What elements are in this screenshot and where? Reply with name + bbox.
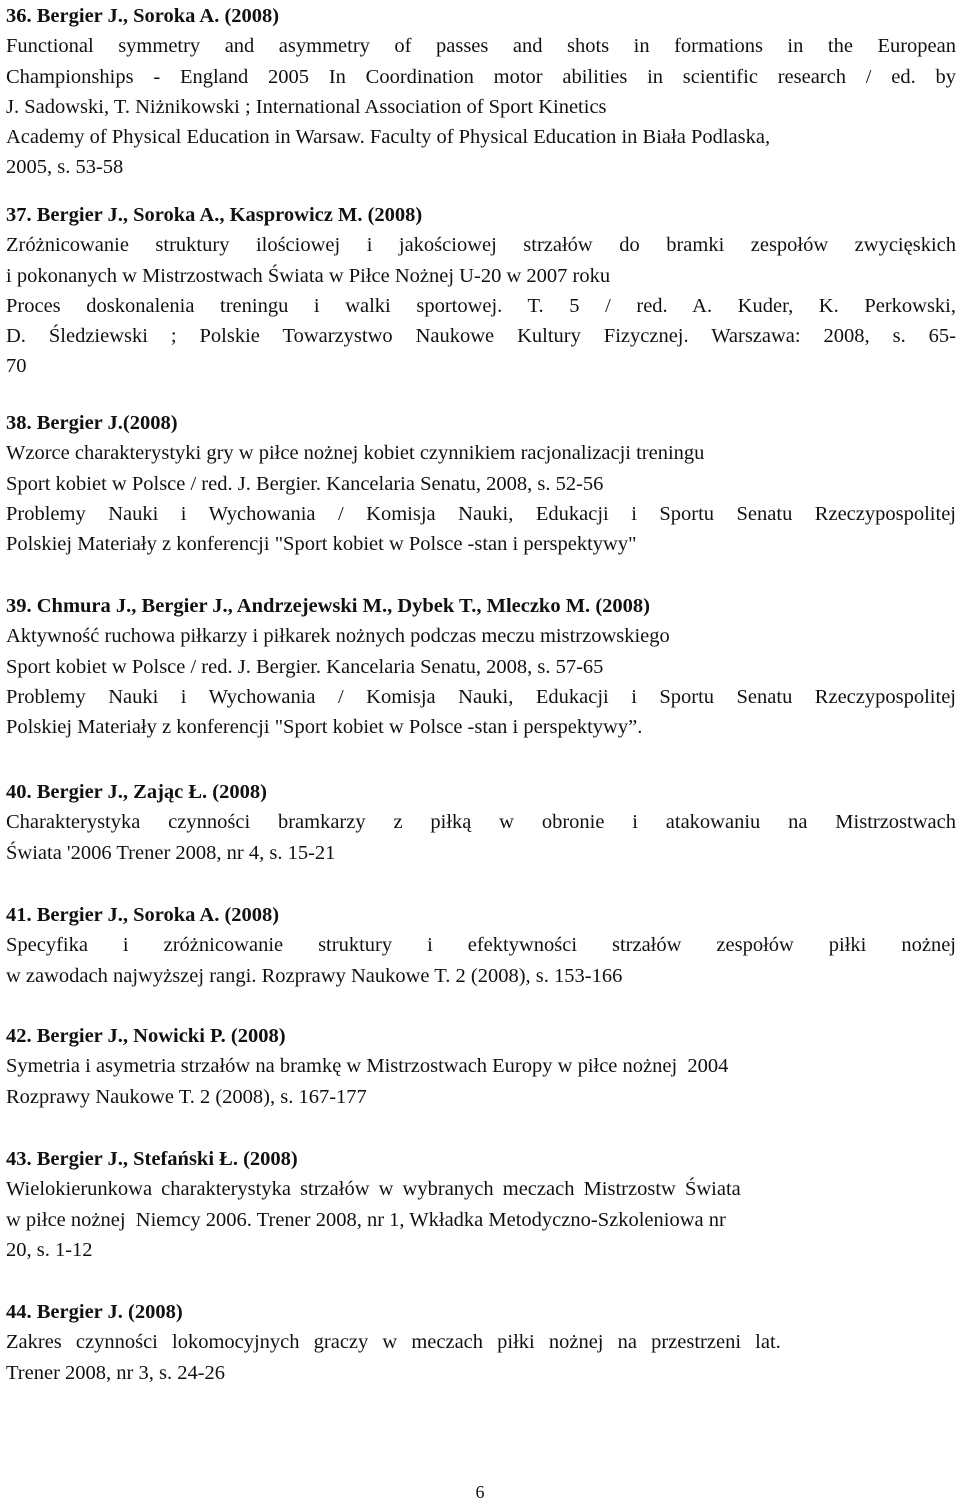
entry-year: (2008) [128, 1301, 183, 1323]
entry-line: Sport kobiet w Polsce / red. J. Bergier. Kancelaria Senatu, 2008, s. 57-65 [6, 655, 604, 678]
entry-heading [6, 1, 956, 31]
entry-authors: Chmura J., Bergier J., Andrzejewski M., Dybek T., Mleczko M. [36, 595, 591, 617]
entry-authors: Bergier J., Nowicki P. [36, 1025, 226, 1047]
entry-authors: Bergier J., Zając Ł. [36, 781, 208, 803]
entry-year: (2008) [230, 1025, 286, 1047]
entry-line: i pokonanych w Mistrzostwach Świata w Piłce Nożnej U-20 w 2007 roku [6, 264, 611, 287]
bibliography-entry-37 [6, 200, 956, 382]
entry-line: Świata '2006 Trener 2008, nr 4, s. 15-21 [6, 841, 336, 864]
entry-authors: Bergier J., Soroka A., Kasprowicz M. [36, 204, 363, 226]
bibliography-entry-41 [6, 900, 956, 991]
entry-number: 38. [6, 412, 32, 434]
bibliography-entry-43 [6, 1144, 956, 1265]
entry-year: (2008) [122, 412, 178, 434]
entry-authors: Bergier J., Soroka A. [36, 5, 220, 27]
entry-heading [6, 200, 956, 230]
entry-heading [6, 408, 956, 438]
entry-heading [6, 900, 956, 930]
entry-authors: Bergier J. [36, 1301, 123, 1323]
entry-line: 70 [6, 355, 27, 378]
entry-line: D. Śledziewski ; Polskie Towarzystwo Naukowe Kultury Fizycznej. Warszawa: 2008, s. 65- [6, 325, 956, 348]
entry-line: J. Sadowski, T. Niżnikowski ; International Association of Sport Kinetics [6, 95, 607, 118]
entry-line: w zawodach najwyższej rangi. Rozprawy Naukowe T. 2 (2008), s. 153-166 [6, 964, 623, 987]
entry-line: Specyfika i zróżnicowanie struktury i efektywności strzałów zespołów piłki nożnej [6, 934, 956, 957]
entry-year: (2008) [224, 5, 280, 27]
entry-number: 41. [6, 904, 32, 926]
entry-number: 36. [6, 5, 32, 27]
entry-line: Zróżnicowanie struktury ilościowej i jakościowej strzałów do bramki zespołów zwycięskich [6, 234, 956, 257]
entry-heading [6, 1297, 956, 1327]
entry-heading [6, 1144, 956, 1174]
entry-number: 40. [6, 781, 32, 803]
bibliography-entry-42 [6, 1021, 956, 1112]
entry-heading [6, 591, 956, 621]
bibliography-entry-39 [6, 591, 956, 742]
entry-line: Polskiej Materiały z konferencji "Sport kobiet w Polsce -stan i perspektywy" [6, 533, 637, 556]
entry-line: Championships - England 2005 In Coordination motor abilities in scientific research / ed. by [6, 65, 956, 88]
entry-line: Problemy Nauki i Wychowania / Komisja Nauki, Edukacji i Sportu Senatu Rzeczypospolitej [6, 685, 956, 708]
entry-line: 2005, s. 53-58 [6, 156, 124, 179]
entry-line: Functional symmetry and asymmetry of passes and shots in formations in the European [6, 35, 956, 58]
entry-line: w piłce nożnej Niemcy 2006. Trener 2008, nr 1, Wkładka Metodyczno-Szkoleniowa nr [6, 1208, 726, 1231]
bibliography-entry-44 [6, 1297, 956, 1388]
entry-line: Rozprawy Naukowe T. 2 (2008), s. 167-177 [6, 1085, 367, 1108]
bibliography-entry-36 [6, 1, 956, 183]
entry-year: (2008) [243, 1148, 298, 1170]
entry-line: 20, s. 1-12 [6, 1238, 93, 1261]
entry-authors: Bergier J., Soroka A. [36, 904, 220, 926]
entry-line: Zakres czynności lokomocyjnych graczy w meczach piłki nożnej na przestrzeni lat. [6, 1331, 781, 1354]
entry-number: 42. [6, 1025, 32, 1047]
entry-line: Wzorce charakterystyki gry w piłce nożnej kobiet czynnikiem racjonalizacji treningu [6, 442, 705, 465]
entry-year: (2008) [595, 595, 650, 617]
entry-heading [6, 1021, 956, 1051]
entry-line: Academy of Physical Education in Warsaw. Faculty of Physical Education in Biała Podlaska, [6, 126, 771, 149]
entry-year: (2008) [367, 204, 423, 226]
entry-line: Trener 2008, nr 3, s. 24-26 [6, 1361, 226, 1384]
entry-line: Proces doskonalenia treningu i walki sportowej. T. 5 / red. A. Kuder, K. Perkowski, [6, 294, 956, 317]
entry-line: Problemy Nauki i Wychowania / Komisja Nauki, Edukacji i Sportu Senatu Rzeczypospolitej [6, 502, 956, 525]
entry-line: Aktywność ruchowa piłkarzy i piłkarek nożnych podczas meczu mistrzowskiego [6, 625, 670, 648]
entry-number: 39. [6, 595, 32, 617]
entry-year: (2008) [224, 904, 280, 926]
entry-year: (2008) [212, 781, 267, 803]
entry-line: Charakterystyka czynności bramkarzy z piłką w obronie i atakowaniu na Mistrzostwach [6, 811, 956, 834]
entry-line: Symetria i asymetria strzałów na bramkę w Mistrzostwach Europy w piłce nożnej 2004 [6, 1055, 729, 1078]
bibliography-entry-38 [6, 408, 956, 559]
entry-number: 37. [6, 204, 32, 226]
entry-line: Wielokierunkowa charakterystyka strzałów w wybranych meczach Mistrzostw Świata [6, 1178, 741, 1201]
bibliography-entry-40 [6, 777, 956, 868]
entry-line: Sport kobiet w Polsce / red. J. Bergier. Kancelaria Senatu, 2008, s. 52-56 [6, 472, 604, 495]
entry-number: 44. [6, 1301, 32, 1323]
entry-heading [6, 777, 956, 807]
entry-authors: Bergier J., Stefański Ł. [36, 1148, 238, 1170]
page-number: 6 [475, 1482, 485, 1502]
entry-line: Polskiej Materiały z konferencji "Sport kobiet w Polsce -stan i perspektywy”. [6, 716, 643, 739]
entry-number: 43. [6, 1148, 32, 1170]
entry-authors: Bergier J. [36, 412, 123, 434]
